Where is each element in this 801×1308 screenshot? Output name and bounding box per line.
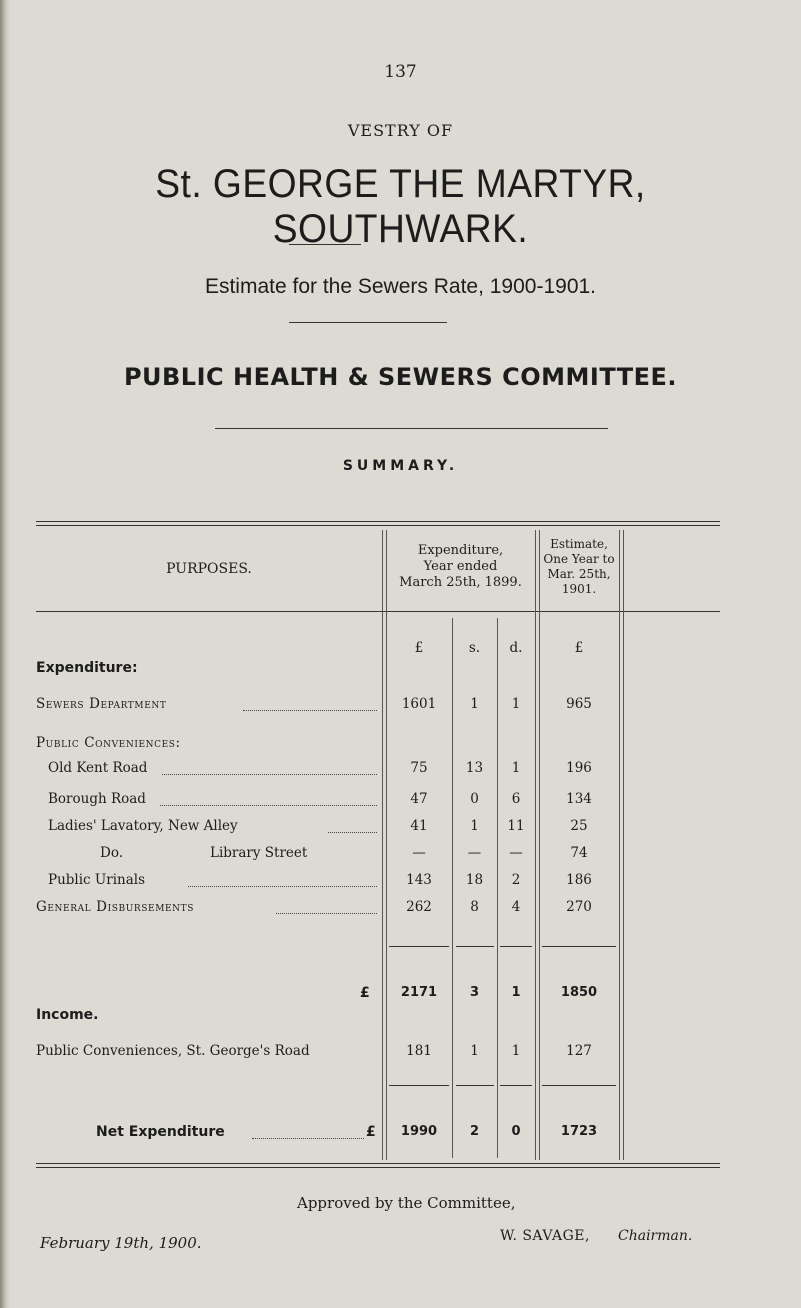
approved-line: Approved by the Committee,	[297, 1194, 516, 1212]
pounds-value: 1601	[401, 696, 437, 712]
estimate-title: Estimate for the Sewers Rate, 1900-1901.	[204, 275, 597, 298]
unit-pounds: £	[414, 640, 424, 656]
row-label: Old Kent Road	[48, 760, 148, 776]
pence-value: 11	[507, 818, 525, 834]
dot-leader	[162, 774, 377, 775]
row-label: Public Urinals	[48, 872, 146, 888]
net-rule	[389, 1085, 449, 1086]
header-bottom-rule	[36, 611, 720, 612]
dot-leader	[243, 710, 377, 711]
shillings-value: 13	[465, 760, 484, 776]
row-label: Public Conveniences, St. George's Road	[36, 1043, 310, 1059]
header-expenditure: Expenditure, Year ended March 25th, 1899.	[399, 543, 522, 590]
estimate-value: 127	[566, 1043, 592, 1059]
estimate-value: 196	[566, 760, 592, 776]
signatory-name: W. SAVAGE,	[500, 1228, 590, 1244]
pence-value: 1	[511, 985, 521, 1000]
dot-leader	[276, 913, 377, 914]
pounds-value: 47	[410, 791, 428, 807]
dot-leader	[328, 832, 377, 833]
estimate-value: 1850	[560, 985, 598, 1000]
page-edge-shadow	[0, 0, 10, 1308]
dot-leader	[252, 1138, 364, 1139]
pence-value: 6	[511, 791, 521, 807]
shillings-value: 1	[470, 1043, 479, 1059]
column-divider	[535, 530, 536, 1160]
shillings-value: 1	[470, 696, 479, 712]
date-line: February 19th, 1900.	[40, 1234, 202, 1252]
pence-value: 4	[511, 899, 521, 915]
table-bottom-rule	[36, 1163, 720, 1164]
subtotal-rule	[456, 946, 494, 947]
shillings-value: 18	[465, 872, 484, 888]
pounds-value: 1990	[400, 1124, 438, 1139]
subtotal-currency: £	[360, 985, 370, 1001]
shillings-value: 8	[470, 899, 479, 915]
shillings-value: 2	[469, 1124, 480, 1139]
pounds-value: —	[412, 845, 426, 861]
pounds-value: 143	[406, 872, 432, 888]
net-rule	[456, 1085, 494, 1086]
subtotal-rule	[389, 946, 449, 947]
page-number: 137	[384, 62, 417, 82]
parish-title: St. GEORGE THE MARTYR, SOUTHWARK.	[155, 162, 646, 251]
table-top-rule	[36, 521, 720, 522]
pence-value: 1	[511, 1043, 521, 1059]
signatory-title: Chairman.	[618, 1228, 693, 1244]
pounds-value: 75	[410, 760, 428, 776]
column-divider	[619, 530, 620, 1160]
estimate-value: 134	[566, 791, 592, 807]
row-label: Ladies' Lavatory, New Alley	[48, 818, 238, 834]
income-heading: Income.	[36, 1007, 99, 1023]
vestry-line: VESTRY OF	[347, 121, 454, 140]
pence-value: 2	[511, 872, 521, 888]
estimate-value: 74	[570, 845, 588, 861]
column-divider	[623, 530, 624, 1160]
shillings-value: 3	[469, 985, 480, 1000]
estimate-value: 270	[566, 899, 592, 915]
subtotal-rule	[542, 946, 616, 947]
estimate-value: 1723	[560, 1124, 598, 1139]
unit-shillings: s.	[468, 640, 481, 656]
column-divider	[382, 530, 383, 1160]
ditto-label: Do.	[100, 845, 124, 861]
pence-value: 1	[511, 760, 521, 776]
row-label: General Disbursements	[36, 899, 195, 915]
pence-value: 1	[511, 696, 521, 712]
shillings-value: 1	[470, 818, 479, 834]
net-label: Net Expenditure	[96, 1124, 225, 1140]
pounds-value: 2171	[400, 985, 438, 1000]
estimate-value: 186	[566, 872, 592, 888]
shillings-value: —	[467, 845, 482, 861]
expenditure-heading: Expenditure:	[36, 660, 138, 676]
title-divider	[289, 244, 361, 245]
dot-leader	[188, 886, 377, 887]
unit-estimate-pounds: £	[574, 640, 584, 656]
net-rule	[500, 1085, 532, 1086]
committee-title: PUBLIC HEALTH & SEWERS COMMITTEE.	[123, 363, 678, 391]
subtotal-rule	[500, 946, 532, 947]
pounds-value: 262	[406, 899, 432, 915]
row-label: Sewers Department	[36, 696, 167, 712]
table-bottom-rule-2	[36, 1167, 720, 1168]
pounds-value: 41	[410, 818, 428, 834]
public-conveniences-heading: Public Conveniences:	[36, 735, 181, 751]
net-currency: £	[366, 1124, 376, 1140]
estimate-value: 25	[570, 818, 588, 834]
unit-pence: d.	[509, 640, 523, 656]
pounds-value: 181	[406, 1043, 432, 1059]
header-purposes: PURPOSES.	[166, 561, 252, 577]
net-rule	[542, 1085, 616, 1086]
row-label: Library Street	[210, 845, 308, 861]
shillings-value: 0	[470, 791, 479, 807]
committee-divider	[215, 428, 608, 429]
header-estimate: Estimate, One Year to Mar. 25th, 1901.	[543, 537, 615, 596]
estimate-value: 965	[566, 696, 592, 712]
row-label: Borough Road	[48, 791, 146, 807]
dot-leader	[160, 805, 377, 806]
pence-value: 0	[511, 1124, 521, 1139]
estimate-divider	[289, 322, 447, 323]
summary-heading: SUMMARY.	[342, 458, 459, 474]
table-top-rule-2	[36, 525, 720, 526]
pence-value: —	[509, 845, 523, 861]
